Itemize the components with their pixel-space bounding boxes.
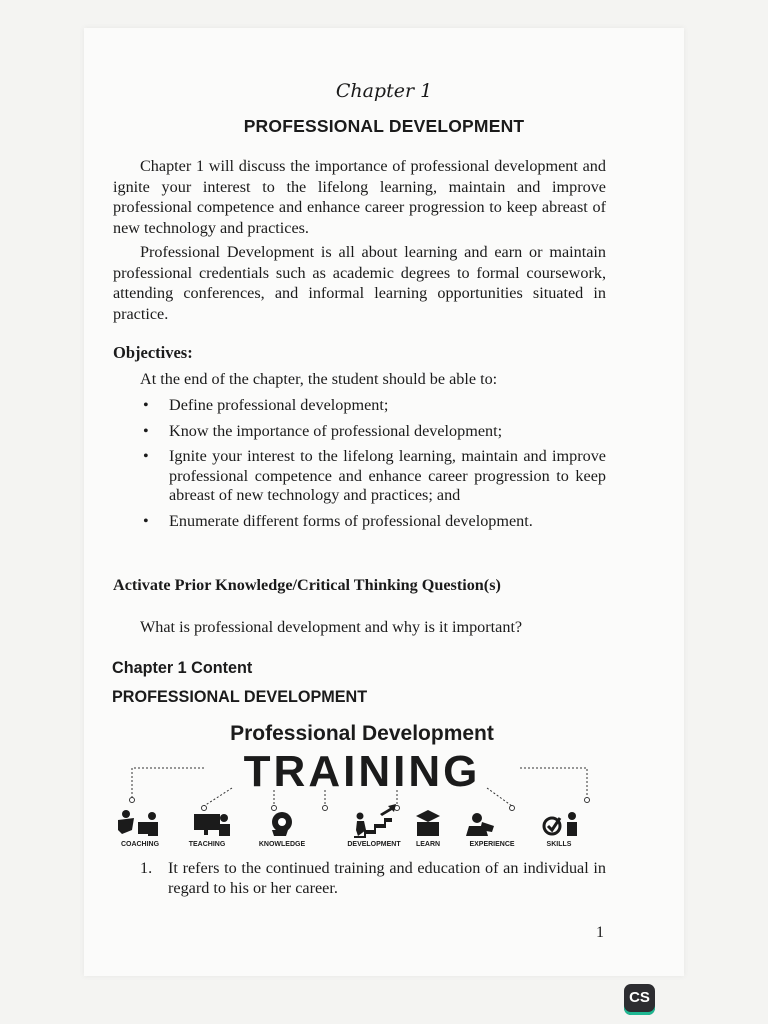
objective-item: • Ignite your interest to the lifelong learning, maintain and improve professional competence and enhance career progression to keep abreast of new technology and practices; and [140, 447, 606, 506]
content-heading: Chapter 1 Content [112, 659, 253, 677]
intro-paragraph-1: Chapter 1 will discuss the importance of professional development and ignite your interest to the lifelong learning, maintain and improve professional competence and enhance career progression to keep abreast of new technology and practices. [113, 157, 606, 237]
graphic-label-learn: LEARN [415, 841, 441, 848]
knowledge-icon [272, 812, 292, 836]
objectives-intro: At the end of the chapter, the student should be able to: [140, 370, 498, 388]
graphic-label-skills: SKILLS [546, 841, 572, 848]
objectives-list [140, 396, 606, 538]
item-text: It refers to the continued training and education of an individual in regard to his or her career. [168, 859, 606, 897]
content-subheading: PROFESSIONAL DEVELOPMENT [112, 688, 368, 706]
objective-item: • Define professional development; [140, 396, 606, 416]
objective-item: • Enumerate different forms of professional development. [140, 512, 606, 532]
learn-icon [416, 810, 440, 836]
objectives-heading: Objectives: [113, 343, 193, 362]
prior-knowledge-heading: Activate Prior Knowledge/Critical Thinking Question(s) [113, 576, 501, 594]
graphic-label-knowledge: KNOWLEDGE [258, 841, 306, 848]
development-icon [354, 804, 396, 838]
infographic-title: Professional Development [230, 722, 494, 745]
camscanner-logo: CS [624, 984, 655, 1015]
objective-item: • Know the importance of professional development; [140, 422, 606, 442]
document-page [84, 28, 684, 976]
page-number: 1 [596, 924, 604, 941]
experience-icon [466, 813, 494, 836]
training-infographic [112, 718, 612, 848]
intro-paragraph-2: Professional Development is all about learning and earn or maintain professional credentials such as academic degrees to formal coursework, attending conferences, and informal learning opportunities situated in practice. [113, 243, 606, 323]
infographic-big-word: TRAINING [243, 747, 481, 796]
graphic-label-development: DEVELOPMENT [347, 841, 401, 848]
numbered-item [140, 858, 606, 898]
numbered-list [140, 858, 606, 898]
graphic-label-coaching: COACHING [120, 841, 160, 848]
item-number: 1. [140, 859, 153, 877]
skills-icon [544, 812, 577, 836]
chapter-title: PROFESSIONAL DEVELOPMENT [243, 116, 525, 136]
teaching-icon [194, 814, 230, 836]
graphic-label-teaching: TEACHING [188, 841, 226, 848]
chapter-label: Chapter 1 [335, 80, 433, 102]
coaching-icon [118, 810, 158, 836]
graphic-label-experience: EXPERIENCE [469, 841, 515, 848]
critical-thinking-question: What is professional development and why is it important? [140, 618, 523, 636]
